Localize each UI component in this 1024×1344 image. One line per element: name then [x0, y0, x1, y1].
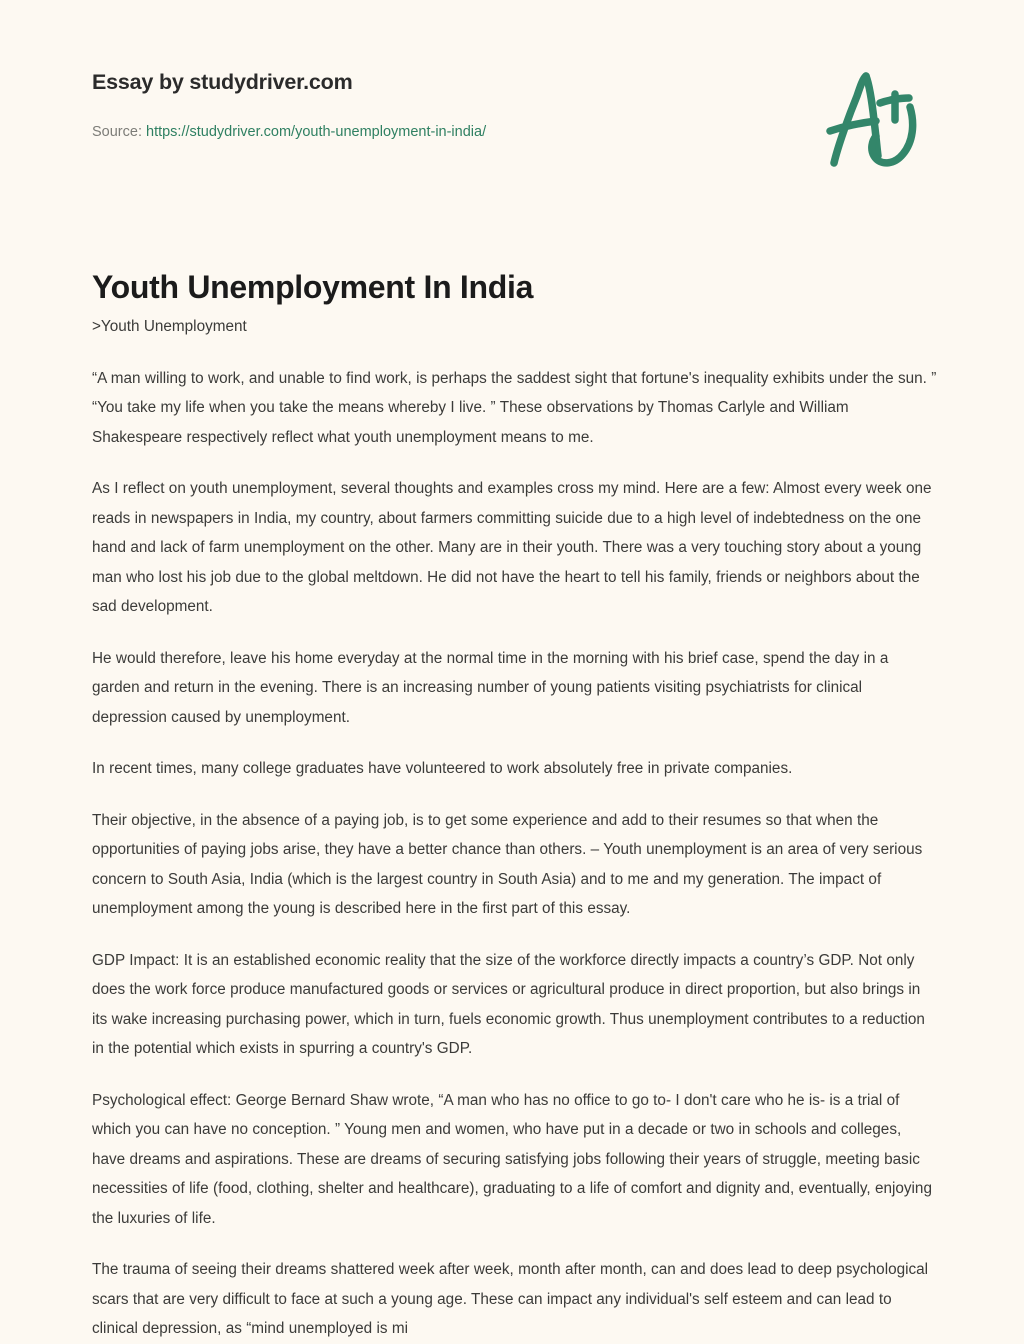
- article-paragraph: As I reflect on youth unemployment, several thoughts and examples cross my mind. Here are a few: Almost every week one reads in newspapers in India, my country, about farmers committing suicide due to a high level of indebtedness on the one hand and lack of farm unemployment on the other. Many are in their youth. There was a very touching story about a young man who lost his job due to the global meltdown. He did not have the heart to tell his family, friends or neighbors about the sad development.: [92, 480, 932, 615]
- page-title: Youth Unemployment In India: [92, 269, 534, 306]
- article-paragraph: “A man willing to work, and unable to find work, is perhaps the saddest sight that fortune's inequality exhibits under the sun. ” “You take my life when you take the means whereby I live. ” These observations by Thomas Carlyle and William Shakespeare respectively reflect what youth unemployment means to me.: [92, 369, 937, 446]
- byline: Essay by studydriver.com: [92, 70, 353, 94]
- source-url-link[interactable]: https://studydriver.com/youth-unemployment-in-india/: [146, 124, 487, 140]
- article-paragraph: Psychological effect: George Bernard Shaw wrote, “A man who has no office to go to- I don't care who he is- is a trial of which you can have no conception. ” Young men and women, who have put in a decade or two in schools and colleges, have dreams and aspirations. These are dreams of securing satisfying jobs following their years of struggle, meeting basic necessities of life (food, clothing, shelter and healthcare), graduating to a life of comfort and dignity and, eventually, enjoying the luxuries of life.: [92, 1091, 932, 1227]
- article-paragraph: Their objective, in the absence of a paying job, is to get some experience and add to their resumes so that when the opportunities of paying jobs arise, they have a better chance than others. – Youth unemployment is an area of very serious concern to South Asia, India (which is the largest country in South Asia) and to me and my generation. The impact of unemployment among the young is described here in the first part of this essay.: [92, 811, 923, 917]
- a-plus-logo-icon[interactable]: [816, 68, 926, 170]
- source-line: [92, 122, 486, 142]
- article-paragraph: In recent times, many college graduates have volunteered to work absolutely free in private companies.: [92, 760, 793, 777]
- article-paragraph: GDP Impact: It is an established economic reality that the size of the workforce directly impacts a country’s GDP. Not only does the work force produce manufactured goods or services or agricultural produce in direct proportion, but also brings in its wake increasing purchasing power, which in turn, fuels economic growth. Thus unemployment contributes to a reduction in the potential which exists in spurring a country's GDP.: [92, 951, 925, 1057]
- article-subhead: >Youth Unemployment: [92, 318, 247, 335]
- source-label: Source:: [92, 124, 146, 140]
- page-header: [0, 0, 1024, 200]
- article-paragraph: He would therefore, leave his home everyday at the normal time in the morning with his brief case, spend the day in a garden and return in the evening. There is an increasing number of young patients visiting psychiatrists for clinical depression caused by unemployment.: [92, 649, 889, 726]
- article-paragraph: The trauma of seeing their dreams shattered week after week, month after month, can and does lead to deep psychological scars that are very difficult to face at such a young age. These can impact any individual's self esteem and can lead to clinical depression, as “mind unemployed is mi: [92, 1261, 929, 1337]
- article-body: [92, 312, 938, 1344]
